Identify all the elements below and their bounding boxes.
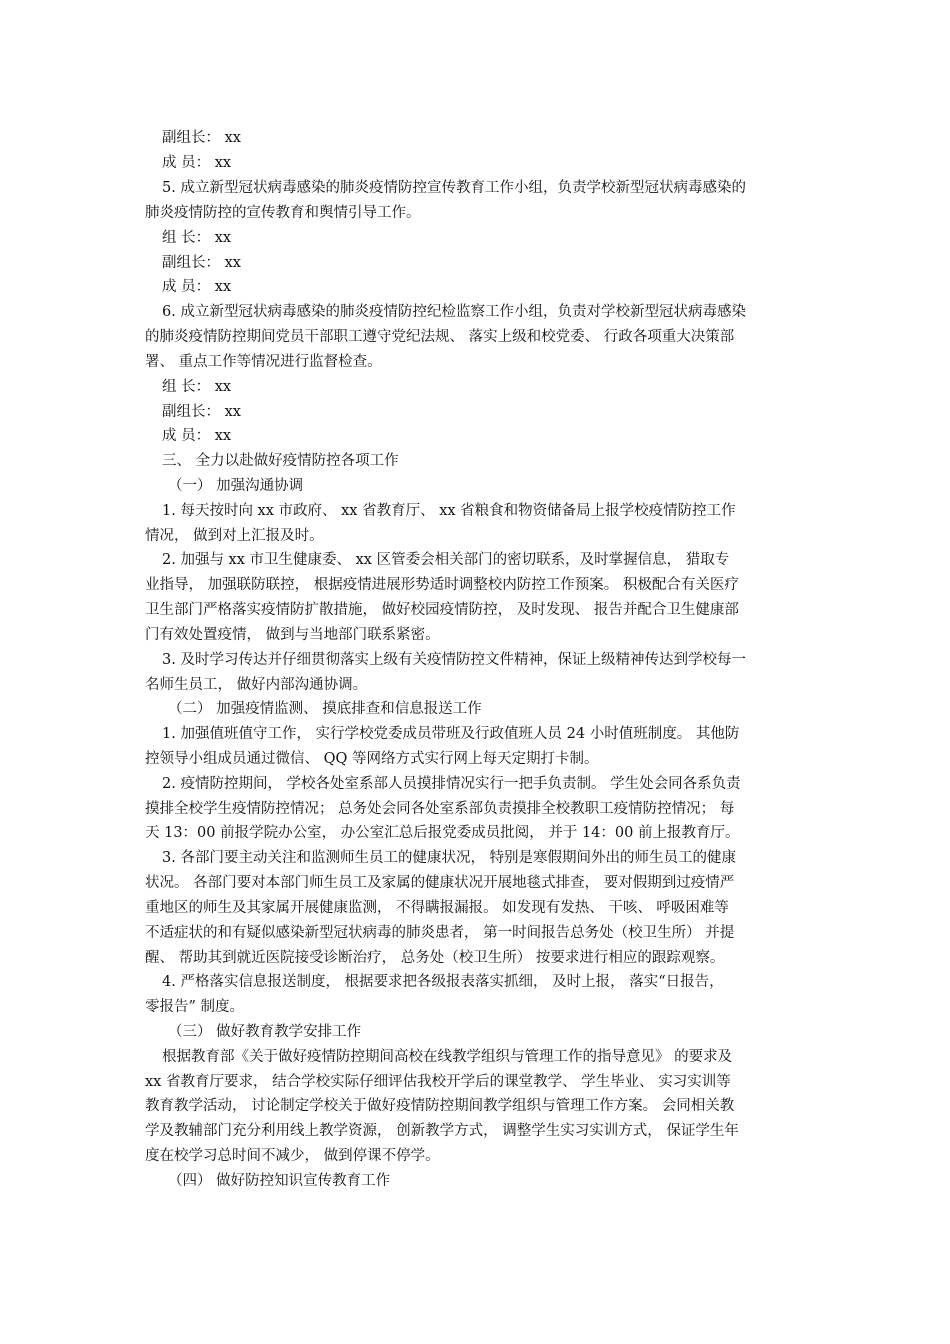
text-line: 副组长： xx <box>162 255 241 271</box>
text-line: 6. 成立新型冠状病毒感染的肺炎疫情防控纪检监察工作小组，负责对学校新型冠状病毒感染 <box>162 304 746 320</box>
text-line: 2. 加强与 xx 市卫生健康委、 xx 区管委会相关部门的密切联系，及时掌握信息， 猎取专 <box>162 552 730 568</box>
text-line: 零报告” 制度。 <box>145 999 245 1015</box>
text-line: 摸排全校学生疫情防控情况； 总务处会同各处室系部负责摸排全校教职工疫情防控情况； 每 <box>145 801 735 817</box>
text-line: 控领导小组成员通过微信、 QQ 等网络方式实行网上每天定期打卡制。 <box>145 751 599 767</box>
text-line: 天 13：00 前报学院办公室， 办公室汇总后报党委成员批阅， 并于 14：00 前上报教育厅。 <box>145 825 740 841</box>
text-line: 的肺炎疫情防控期间党员干部职工遵守党纪法规、 落实上级和校党委、 行政各项重大决策部 <box>145 329 735 345</box>
text-line: 组 长： xx <box>162 230 232 246</box>
text-line: xx 省教育厅要求， 结合学校实际仔细评估我校开学后的课堂教学、 学生毕业、 实习实训等 <box>145 1074 731 1090</box>
subsection-heading: （四） 做好防控知识宣传教育工作 <box>168 1173 391 1189</box>
subsection-heading: （一） 加强沟通协调 <box>168 478 304 494</box>
text-line: 3. 各部门要主动关注和监测师生员工的健康状况， 特别是寒假期间外出的师生员工的健康 <box>162 850 737 866</box>
text-line: 成 员： xx <box>162 155 232 171</box>
text-line: 肺炎疫情防控的宣传教育和舆情引导工作。 <box>145 205 421 221</box>
text-line: 1. 每天按时向 xx 市政府、 xx 省教育厅、 xx 省粮食和物资储备局上报学校疫情防控工作 <box>162 503 736 519</box>
text-line: 3. 及时学习传达并仔细贯彻落实上级有关疫情防控文件精神，保证上级精神传达到学校每一 <box>162 652 746 668</box>
text-line: 业指导， 加强联防联控， 根据疫情进展形势适时调整校内防控工作预案。 积极配合有关医疗 <box>145 577 739 593</box>
text-line: 5. 成立新型冠状病毒感染的肺炎疫情防控宣传教育工作小组，负责学校新型冠状病毒感染的 <box>162 180 746 196</box>
text-line: 名师生员工， 做好内部沟通协调。 <box>145 677 368 693</box>
text-line: 署、 重点工作等情况进行监督检查。 <box>145 354 382 370</box>
text-line: 副组长： xx <box>162 404 241 420</box>
text-line: 状况。 各部门要对本部门师生员工及家属的健康状况开展地毯式排查， 要对假期到过疫情严 <box>145 875 735 891</box>
section-heading: 三、 全力以赴做好疫情防控各项工作 <box>162 453 399 469</box>
text-line: 2. 疫情防控期间， 学校各处室系部人员摸排情况实行一把手负责制。 学生处会同各系负责 <box>162 776 741 792</box>
text-line: 情况， 做到对上汇报及时。 <box>145 528 324 544</box>
subsection-heading: （三） 做好教育教学安排工作 <box>168 1024 362 1040</box>
text-line: 教育教学活动， 讨论制定学校关于做好疫情防控期间教学组织与管理工作方案。 会同相关教 <box>145 1098 735 1114</box>
text-line: 醒、 帮助其到就近医院接受诊断治疗， 总务处（校卫生所） 按要求进行相应的跟踪观察。 <box>145 950 725 966</box>
text-line: 卫生部门严格落实疫情防扩散措施， 做好校园疫情防控， 及时发现、 报告并配合卫生健康部 <box>145 602 739 618</box>
text-line: 组 长： xx <box>162 379 232 395</box>
subsection-heading: （二） 加强疫情监测、 摸底排查和信息报送工作 <box>168 701 482 717</box>
text-line: 副组长： xx <box>162 130 241 146</box>
text-line: 学及教辅部门充分利用线上教学资源， 创新教学方式， 调整学生实习实训方式， 保证学生年 <box>145 1123 739 1139</box>
text-line: 成 员： xx <box>162 279 232 295</box>
text-line: 4. 严格落实信息报送制度， 根据要求把各级报表落实抓细， 及时上报， 落实“日报告， <box>162 974 724 990</box>
text-line: 重地区的师生及其家属开展健康监测， 不得瞒报漏报。 如发现有发热、 干咳、 呼吸困难等 <box>145 900 729 916</box>
text-line: 根据教育部《关于做好疫情防控期间高校在线教学组织与管理工作的指导意见》 的要求及 <box>162 1049 733 1065</box>
text-line: 不适症状的和有疑似感染新型冠状病毒的肺炎患者， 第一时间报告总务处（校卫生所） 并提 <box>145 925 735 941</box>
text-line: 1. 加强值班值守工作， 实行学校党委成员带班及行政值班人员 24 小时值班制度。 其他防 <box>162 726 740 742</box>
text-line: 度在校学习总时间不减少， 做到停课不停学。 <box>145 1148 440 1164</box>
text-line: 门有效处置疫情， 做到与当地部门联系紧密。 <box>145 627 440 643</box>
text-line: 成 员： xx <box>162 428 232 444</box>
